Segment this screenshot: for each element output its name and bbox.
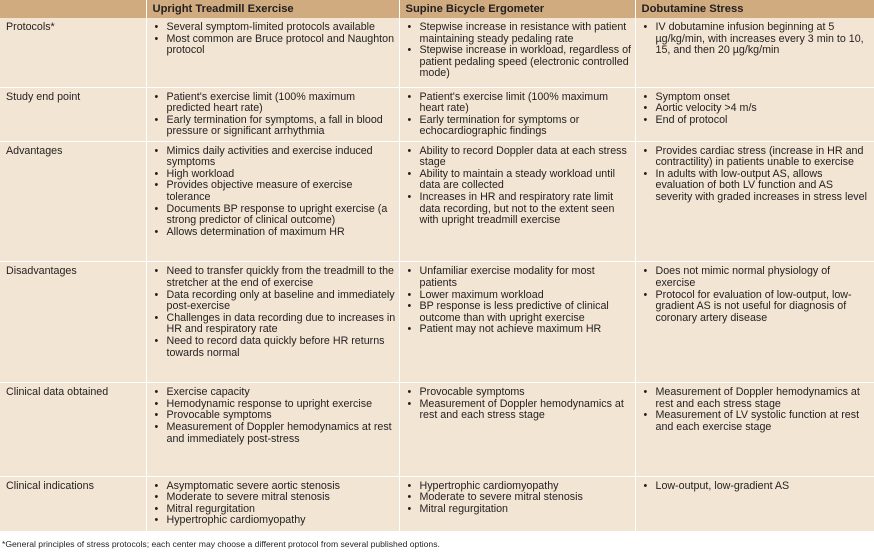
table-row: [0, 262, 874, 383]
list-item: • Moderate to severe mitral stenosis: [406, 492, 632, 504]
list-item: • End of protocol: [642, 115, 872, 127]
bullet-list: [406, 22, 632, 80]
list-item: • Early termination for symptoms or echocardiographic findings: [406, 115, 632, 138]
bullet-list: [642, 481, 872, 493]
table-row: [0, 87, 874, 141]
bullet-list: [642, 22, 872, 57]
cell-bicycle: [399, 18, 635, 87]
row-label: Advantages: [0, 141, 146, 262]
list-item: • Most common are Bruce protocol and Naughton protocol: [153, 34, 396, 57]
list-item: • Measurement of Doppler hemodynamics at rest and each stress stage: [642, 387, 872, 410]
bullet-list: [642, 266, 872, 324]
list-item: • Ability to record Doppler data at each stress stage: [406, 146, 632, 169]
list-item: • Data recording only at baseline and immediately post-exercise: [153, 290, 396, 313]
list-item: • Does not mimic normal physiology of exercise: [642, 266, 872, 289]
bullet-list: [153, 387, 396, 445]
cell-treadmill: [146, 476, 399, 531]
list-item: • Hypertrophic cardiomyopathy: [153, 515, 396, 527]
bullet-list: [642, 387, 872, 433]
list-item: • Documents BP response to upright exercise (a strong predictor of clinical outcome): [153, 204, 396, 227]
list-item: • BP response is less predictive of clinical outcome than with upright exercise: [406, 301, 632, 324]
cell-treadmill: [146, 383, 399, 476]
header-empty: [0, 0, 146, 18]
list-item: • In adults with low-output AS, allows evaluation of both LV function and AS severity with graded increases in stress level: [642, 169, 872, 204]
table-row: [0, 476, 874, 531]
bullet-list: [153, 92, 396, 138]
list-item: • Mimics daily activities and exercise induced symptoms: [153, 146, 396, 169]
list-item: • Provides cardiac stress (increase in HR and contractility) in patients unable to exercise: [642, 146, 872, 169]
list-item: • Unfamiliar exercise modality for most patients: [406, 266, 632, 289]
cell-dobutamine: [635, 383, 874, 476]
list-item: • Patient's exercise limit (100% maximum predicted heart rate): [153, 92, 396, 115]
cell-bicycle: [399, 141, 635, 262]
table-row: [0, 18, 874, 87]
list-item: • Provides objective measure of exercise tolerance: [153, 180, 396, 203]
table-row: [0, 141, 874, 262]
table-body: [0, 18, 874, 531]
list-item: • Provocable symptoms: [153, 410, 396, 422]
list-item: • Measurement of LV systolic function at rest and each exercise stage: [642, 410, 872, 433]
list-item: • Need to transfer quickly from the treadmill to the stretcher at the end of exercise: [153, 266, 396, 289]
footnote: *General principles of stress protocols; each center may choose a different protocol from several published options.: [2, 539, 440, 549]
cell-treadmill: [146, 262, 399, 383]
bullet-list: [153, 266, 396, 359]
list-item: • Protocol for evaluation of low-output, low-gradient AS is not useful for diagnosis of coronary artery disease: [642, 290, 872, 325]
cell-treadmill: [146, 18, 399, 87]
bullet-list: [153, 481, 396, 527]
bullet-list: [642, 146, 872, 204]
header-treadmill: Upright Treadmill Exercise: [146, 0, 399, 18]
list-item: • Mitral regurgitation: [153, 504, 396, 516]
list-item: • Symptom onset: [642, 92, 872, 104]
list-item: • Stepwise increase in resistance with patient maintaining steady pedaling rate: [406, 22, 632, 45]
cell-bicycle: [399, 476, 635, 531]
cell-treadmill: [146, 87, 399, 141]
bullet-list: [406, 146, 632, 227]
row-label: Clinical data obtained: [0, 383, 146, 476]
list-item: • Aortic velocity >4 m/s: [642, 103, 872, 115]
bullet-list: [406, 266, 632, 336]
cell-bicycle: [399, 262, 635, 383]
row-label: Protocols*: [0, 18, 146, 87]
bullet-list: [642, 92, 872, 127]
list-item: • Allows determination of maximum HR: [153, 227, 396, 239]
list-item: • Low-output, low-gradient AS: [642, 481, 872, 493]
list-item: • Measurement of Doppler hemodynamics at rest and each stress stage: [406, 399, 632, 422]
list-item: • High workload: [153, 169, 396, 181]
list-item: • IV dobutamine infusion beginning at 5 µg/kg/min, with increases every 3 min to 10, 15, and then 20 µg/kg/min: [642, 22, 872, 57]
bullet-list: [406, 92, 632, 138]
list-item: • Need to record data quickly before HR returns towards normal: [153, 336, 396, 359]
cell-dobutamine: [635, 262, 874, 383]
list-item: • Several symptom-limited protocols available: [153, 22, 396, 34]
list-item: • Challenges in data recording due to increases in HR and respiratory rate: [153, 313, 396, 336]
bullet-list: [153, 22, 396, 57]
cell-dobutamine: [635, 18, 874, 87]
header-dobutamine: Dobutamine Stress: [635, 0, 874, 18]
row-label: Disadvantages: [0, 262, 146, 383]
header-bicycle: Supine Bicycle Ergometer: [399, 0, 635, 18]
list-item: • Increases in HR and respiratory rate limit data recording, but not to the extent seen with upright treadmill exercise: [406, 192, 632, 227]
row-label: Clinical indications: [6, 479, 94, 492]
list-item: • Ability to maintain a steady workload until data are collected: [406, 169, 632, 192]
list-item: • Exercise capacity: [153, 387, 396, 399]
list-item: • Mitral regurgitation: [406, 504, 632, 516]
list-item: • Early termination for symptoms, a fall in blood pressure or significant arrhythmia: [153, 115, 396, 138]
list-item: • Measurement of Doppler hemodynamics at rest and immediately post-stress: [153, 422, 396, 445]
list-item: • Patient may not achieve maximum HR: [406, 324, 632, 336]
bullet-list: [406, 387, 632, 422]
list-item: • Hemodynamic response to upright exercise: [153, 399, 396, 411]
list-item: • Patient's exercise limit (100% maximum heart rate): [406, 92, 632, 115]
list-item: • Lower maximum workload: [406, 290, 632, 302]
cell-treadmill: [146, 141, 399, 262]
list-item: • Asymptomatic severe aortic stenosis: [153, 481, 396, 493]
bullet-list: [153, 146, 396, 239]
list-item: • Provocable symptoms: [406, 387, 632, 399]
cell-dobutamine: [635, 476, 874, 531]
header-row: [0, 0, 874, 18]
table-row: [0, 383, 874, 476]
cell-bicycle: [399, 87, 635, 141]
list-item: • Moderate to severe mitral stenosis: [153, 492, 396, 504]
list-item: • Stepwise increase in workload, regardless of patient pedaling speed (electronic controlled mode): [406, 45, 632, 80]
bullet-list: [406, 481, 632, 516]
cell-dobutamine: [635, 141, 874, 262]
cell-dobutamine: [635, 87, 874, 141]
list-item: • Hypertrophic cardiomyopathy: [406, 481, 632, 493]
row-label: Study end point: [0, 87, 146, 141]
cell-bicycle: [399, 383, 635, 476]
